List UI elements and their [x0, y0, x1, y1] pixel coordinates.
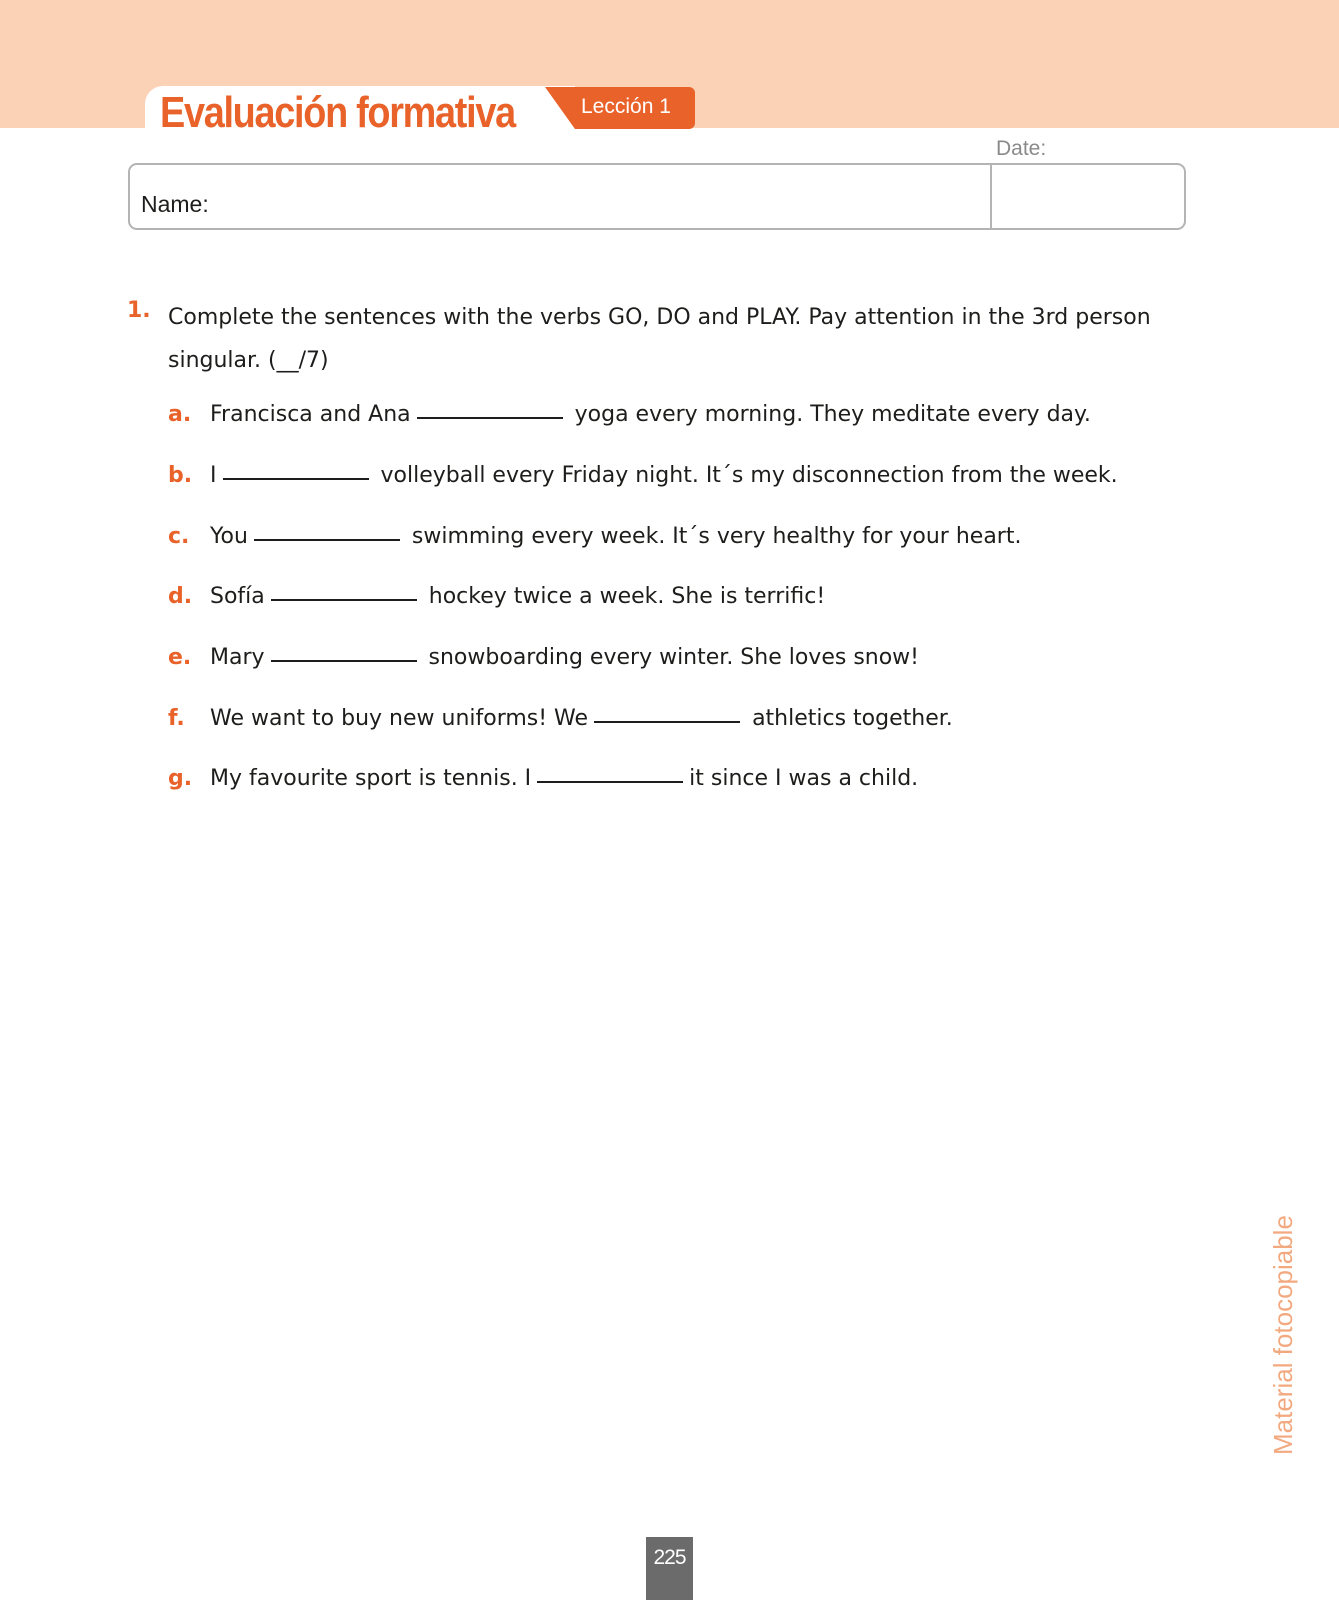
lesson-label: Lección 1 [581, 95, 671, 118]
item-letter: c. [168, 524, 190, 549]
answer-blank[interactable] [417, 417, 563, 419]
item-letter: a. [168, 402, 192, 427]
question-instruction: Complete the sentences with the verbs GO, DO and PLAY. Pay attention in the 3rd person singular. (__/7) [168, 305, 1151, 373]
sentence-item-f [168, 706, 953, 738]
item-letter: b. [168, 463, 193, 488]
date-label: Date: [996, 137, 1047, 160]
sentence-start: Francisca and Ana [210, 402, 411, 427]
sentence-end: snowboarding every winter. She loves snow! [428, 645, 919, 670]
page-title: Evaluación formativa [160, 88, 515, 137]
answer-blank[interactable] [271, 599, 417, 601]
sentence-start: You [210, 524, 248, 549]
answer-blank[interactable] [271, 660, 417, 662]
sentence-item-e [168, 645, 919, 677]
answer-blank[interactable] [594, 721, 740, 723]
sentence-item-d [168, 584, 825, 616]
item-letter: f. [168, 706, 185, 731]
sentence-end: yoga every morning. They meditate every day. [574, 402, 1091, 427]
page-number: 225 [653, 1546, 686, 1569]
sentence-item-a [168, 402, 1091, 434]
sentence-end: it since I was a child. [689, 766, 919, 791]
item-letter: d. [168, 584, 193, 609]
sentence-start: Mary [210, 645, 265, 670]
answer-blank[interactable] [254, 539, 400, 541]
question-number: 1. [127, 298, 151, 323]
answer-blank[interactable] [537, 781, 683, 783]
name-label: Name: [141, 191, 209, 217]
date-field-divider [990, 163, 992, 230]
sentence-end: hockey twice a week. She is terrific! [428, 584, 826, 609]
item-letter: g. [168, 766, 193, 791]
answer-blank[interactable] [223, 478, 369, 480]
photocopiable-label: Material fotocopiable [1268, 1215, 1298, 1455]
name-field[interactable] [128, 163, 1186, 230]
sentence-start: My favourite sport is tennis. I [210, 766, 532, 791]
sentence-start: Sofía [210, 584, 265, 609]
item-letter: e. [168, 645, 192, 670]
sentence-item-c [168, 524, 1021, 556]
sentence-start: We want to buy new uniforms! We [210, 706, 589, 731]
sentence-end: athletics together. [752, 706, 953, 731]
sentence-item-g [168, 766, 918, 798]
sentence-start: I [210, 463, 217, 488]
sentence-end: volleyball every Friday night. It´s my disconnection from the week. [380, 463, 1118, 488]
sentence-item-b [168, 463, 1118, 495]
sentence-end: swimming every week. It´s very healthy for your heart. [411, 524, 1022, 549]
